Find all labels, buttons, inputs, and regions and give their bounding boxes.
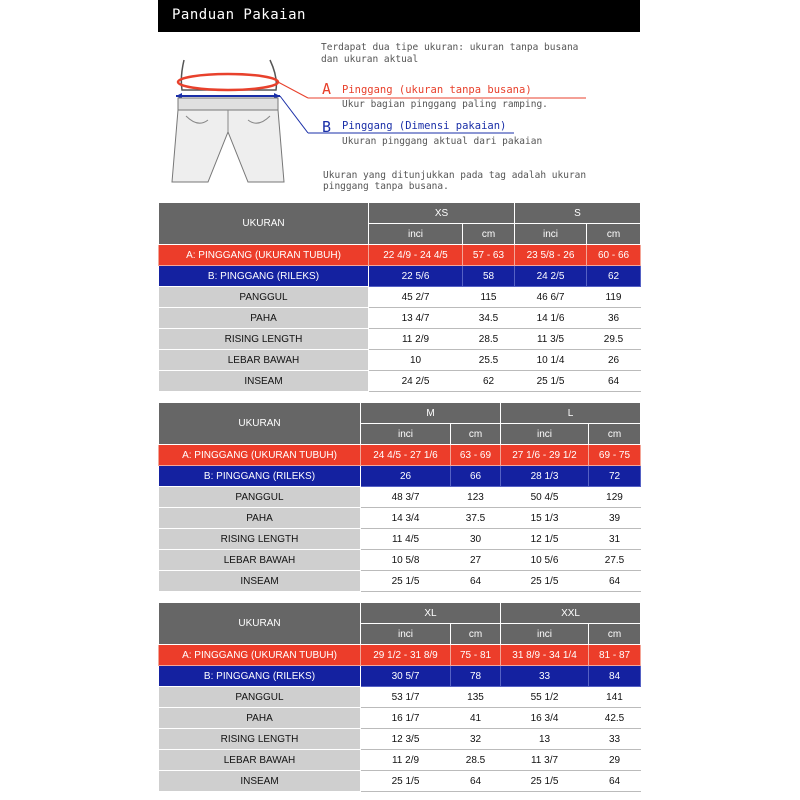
marker-a-title: Pinggang (ukuran tanpa busana) [342,84,532,96]
unit-header: cm [587,224,641,245]
unit-header: cm [451,624,501,645]
table-row [159,245,641,266]
size-header: L [501,403,641,424]
size-value: 48 3/7 [361,487,451,508]
size-value: 13 4/7 [369,308,463,329]
row-label: INSEAM [159,371,369,392]
table-row [159,487,641,508]
size-value: 12 3/5 [361,729,451,750]
size-value: 25 1/5 [361,771,451,792]
row-label: A: PINGGANG (UKURAN TUBUH) [159,445,361,466]
ukuran-header: UKURAN [159,203,369,245]
unit-header: inci [501,624,589,645]
size-value: 50 4/5 [501,487,589,508]
row-label: RISING LENGTH [159,729,361,750]
table-row [159,308,641,329]
size-value: 66 [451,466,501,487]
table-row [159,645,641,666]
size-value: 29 1/2 - 31 8/9 [361,645,451,666]
size-value: 27.5 [589,550,641,571]
size-value: 10 [369,350,463,371]
table-row [159,708,641,729]
size-value: 64 [587,371,641,392]
row-label: PAHA [159,508,361,529]
size-value: 45 2/7 [369,287,463,308]
size-value: 10 5/8 [361,550,451,571]
table-row [159,666,641,687]
size-value: 28.5 [451,750,501,771]
size-value: 60 - 66 [587,245,641,266]
size-header: XXL [501,603,641,624]
size-value: 69 - 75 [589,445,641,466]
size-value: 22 5/6 [369,266,463,287]
row-label: A: PINGGANG (UKURAN TUBUH) [159,645,361,666]
size-value: 64 [589,571,641,592]
page-title: Panduan Pakaian [172,7,306,23]
table-row [159,445,641,466]
size-value: 72 [589,466,641,487]
row-label: RISING LENGTH [159,329,369,350]
size-value: 129 [589,487,641,508]
size-value: 75 - 81 [451,645,501,666]
unit-header: cm [589,624,641,645]
table-row [159,729,641,750]
row-label: B: PINGGANG (RILEKS) [159,266,369,287]
table-row [159,508,641,529]
size-value: 27 [451,550,501,571]
measurement-illustration [158,32,640,200]
row-label: LEBAR BAWAH [159,550,361,571]
row-label: RISING LENGTH [159,529,361,550]
size-value: 34.5 [463,308,515,329]
size-value: 115 [463,287,515,308]
size-value: 32 [451,729,501,750]
size-value: 41 [451,708,501,729]
size-value: 25 1/5 [515,371,587,392]
size-value: 31 8/9 - 34 1/4 [501,645,589,666]
unit-header: inci [361,624,451,645]
size-value: 10 1/4 [515,350,587,371]
size-value: 37.5 [451,508,501,529]
size-header: XL [361,603,501,624]
unit-header: cm [589,424,641,445]
size-value: 16 3/4 [501,708,589,729]
size-value: 30 [451,529,501,550]
row-label: PANGGUL [159,487,361,508]
size-value: 24 4/5 - 27 1/6 [361,445,451,466]
size-value: 10 5/6 [501,550,589,571]
size-value: 141 [589,687,641,708]
size-value: 27 1/6 - 29 1/2 [501,445,589,466]
table-row [159,529,641,550]
size-value: 25.5 [463,350,515,371]
size-value: 33 [589,729,641,750]
size-value: 28.5 [463,329,515,350]
size-value: 62 [587,266,641,287]
size-value: 63 - 69 [451,445,501,466]
size-value: 16 1/7 [361,708,451,729]
size-value: 24 2/5 [515,266,587,287]
table-row [159,371,641,392]
unit-header: inci [515,224,587,245]
size-table-m-l [158,402,641,592]
size-value: 29.5 [587,329,641,350]
size-value: 33 [501,666,589,687]
size-value: 26 [587,350,641,371]
size-value: 81 - 87 [589,645,641,666]
size-value: 30 5/7 [361,666,451,687]
row-label: PAHA [159,308,369,329]
row-label: PAHA [159,708,361,729]
footer-line-1: Ukuran yang ditunjukkan pada tag adalah ukuran [323,170,587,181]
size-value: 123 [451,487,501,508]
table-row [159,750,641,771]
row-label: INSEAM [159,571,361,592]
size-value: 11 4/5 [361,529,451,550]
row-label: B: PINGGANG (RILEKS) [159,466,361,487]
size-value: 31 [589,529,641,550]
size-value: 26 [361,466,451,487]
size-value: 64 [589,771,641,792]
table-row [159,287,641,308]
unit-header: inci [369,224,463,245]
size-value: 64 [451,771,501,792]
size-header: M [361,403,501,424]
size-value: 11 2/9 [361,750,451,771]
size-value: 58 [463,266,515,287]
size-value: 57 - 63 [463,245,515,266]
size-value: 78 [451,666,501,687]
size-table-xl-xxl [158,602,641,792]
row-label: A: PINGGANG (UKURAN TUBUH) [159,245,369,266]
ukuran-header: UKURAN [159,403,361,445]
marker-b: B [322,118,332,136]
size-value: 22 4/9 - 24 4/5 [369,245,463,266]
size-value: 25 1/5 [501,771,589,792]
table-row [159,687,641,708]
unit-header: cm [451,424,501,445]
size-header: S [515,203,641,224]
page-header [158,0,640,32]
size-value: 62 [463,371,515,392]
size-value: 11 3/5 [515,329,587,350]
size-value: 36 [587,308,641,329]
row-label: PANGGUL [159,687,361,708]
size-value: 25 1/5 [361,571,451,592]
size-value: 12 1/5 [501,529,589,550]
size-value: 42.5 [589,708,641,729]
ukuran-header: UKURAN [159,603,361,645]
size-value: 119 [587,287,641,308]
size-value: 14 1/6 [515,308,587,329]
size-value: 25 1/5 [501,571,589,592]
size-value: 11 2/9 [369,329,463,350]
unit-header: cm [463,224,515,245]
intro-line-2: dan ukuran aktual [321,54,419,65]
size-value: 64 [451,571,501,592]
marker-a: A [322,80,332,98]
intro-line-1: Terdapat dua tipe ukuran: ukuran tanpa busana [321,42,579,53]
size-value: 29 [589,750,641,771]
size-value: 14 3/4 [361,508,451,529]
unit-header: inci [501,424,589,445]
size-value: 53 1/7 [361,687,451,708]
row-label: PANGGUL [159,287,369,308]
table-row [159,466,641,487]
size-value: 11 3/7 [501,750,589,771]
size-header: XS [369,203,515,224]
size-value: 39 [589,508,641,529]
table-row [159,771,641,792]
table-row [159,550,641,571]
size-value: 84 [589,666,641,687]
marker-b-title: Pinggang (Dimensi pakaian) [342,120,507,132]
footer-line-2: pinggang tanpa busana. [323,181,449,192]
size-value: 135 [451,687,501,708]
size-value: 15 1/3 [501,508,589,529]
size-value: 28 1/3 [501,466,589,487]
row-label: B: PINGGANG (RILEKS) [159,666,361,687]
marker-b-desc: Ukuran pinggang aktual dari pakaian [342,136,543,147]
table-row [159,571,641,592]
size-table-xs-s [158,202,641,392]
table-row [159,266,641,287]
row-label: LEBAR BAWAH [159,750,361,771]
row-label: LEBAR BAWAH [159,350,369,371]
size-value: 23 5/8 - 26 [515,245,587,266]
table-row [159,329,641,350]
size-value: 46 6/7 [515,287,587,308]
table-row [159,350,641,371]
row-label: INSEAM [159,771,361,792]
unit-header: inci [361,424,451,445]
size-value: 55 1/2 [501,687,589,708]
size-value: 24 2/5 [369,371,463,392]
marker-a-desc: Ukur bagian pinggang paling ramping. [342,99,548,110]
size-value: 13 [501,729,589,750]
